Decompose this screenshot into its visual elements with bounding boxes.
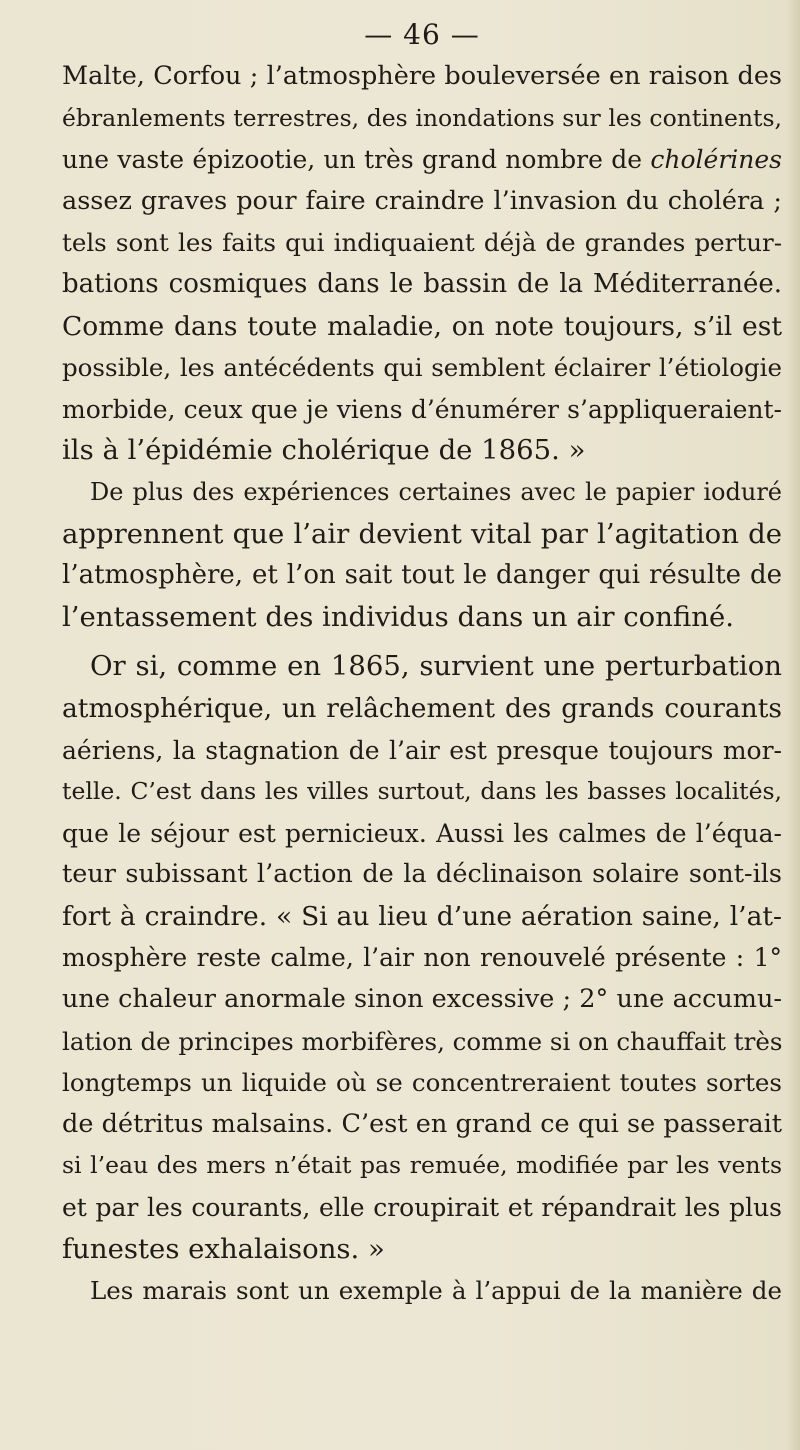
paragraph-4 [62, 1270, 782, 1312]
paragraph-3 [62, 646, 782, 1270]
text-line: teur subissant l’action de la déclinaison solaire sont-ils [62, 859, 782, 890]
text-line: aériens, la stagnation de l’air est presque toujours mor- [62, 735, 782, 765]
text-line: Comme dans toute maladie, on note toujours, s’il est [62, 310, 782, 342]
page-edge-shadow [786, 0, 800, 1450]
text-line: morbide, ceux que je viens d’énumérer s’appliqueraient- [62, 394, 782, 424]
paragraph-1 [62, 56, 782, 472]
text-line: assez graves pour faire craindre l’invasion du choléra ; [62, 185, 782, 216]
text-line: telle. C’est dans les villes surtout, dans les basses localités, [62, 777, 782, 806]
paragraph-2 [62, 472, 782, 638]
text-line: ils à l’épidémie cholérique de 1865. » [62, 434, 586, 467]
page-number: — 46 — [364, 18, 480, 51]
paragraph-gap [62, 638, 782, 646]
text-line: De plus des expériences certaines avec le papier ioduré [90, 477, 782, 506]
text-line: et par les courants, elle croupirait et répandrait les plus [62, 1193, 782, 1223]
text-line: Malte, Corfou ; l’atmosphère bouleversée en raison des [62, 61, 782, 91]
text-line: fort à craindre. « Si au lieu d’une aération saine, l’at- [62, 900, 782, 932]
text-line: si l’eau des mers n’était pas remuée, modifiée par les vents [62, 1151, 782, 1180]
text-line: tels sont les faits qui indiquaient déjà de grandes pertur- [62, 228, 782, 258]
text-line: longtemps un liquide où se concentreraient toutes sortes [62, 1068, 782, 1098]
text-line-segment: une vaste épizootie, un très grand nombre de [62, 145, 643, 175]
text-line: de détritus malsains. C’est en grand ce qui se passerait [62, 1108, 782, 1139]
text-line: lation de principes morbifères, comme si on chauffait très [62, 1026, 783, 1056]
text-line: apprennent que l’air devient vital par l’agitation de [62, 517, 782, 550]
text-line: funestes exhalaisons. » [62, 1232, 385, 1265]
text-line: possible, les antécédents qui semblent éclairer l’étiologie [62, 353, 782, 383]
text-line: atmosphérique, un relâchement des grands courants [62, 692, 782, 724]
text-line: ébranlements terrestres, des inondations sur les continents, [62, 103, 782, 132]
text-line: bations cosmiques dans le bassin de la Méditerranée. [62, 268, 782, 299]
text-line: Or si, comme en 1865, survient une perturbation [90, 650, 782, 683]
text-line: l’atmosphère, et l’on sait tout le danger qui résulte de [62, 560, 782, 591]
italic-term: cholérines [650, 145, 782, 175]
text-line [62, 139, 782, 181]
text-line: une chaleur anormale sinon excessive ; 2° une accumu- [62, 984, 782, 1015]
text-line: l’entassement des individus dans un air confiné. [62, 600, 735, 633]
text-line: que le séjour est pernicieux. Aussi les calmes de l’équa- [62, 818, 782, 848]
text-line: Les marais sont un exemple à l’appui de la manière de [90, 1276, 782, 1306]
text-line: mosphère reste calme, l’air non renouvelé présente : 1° [62, 943, 782, 973]
